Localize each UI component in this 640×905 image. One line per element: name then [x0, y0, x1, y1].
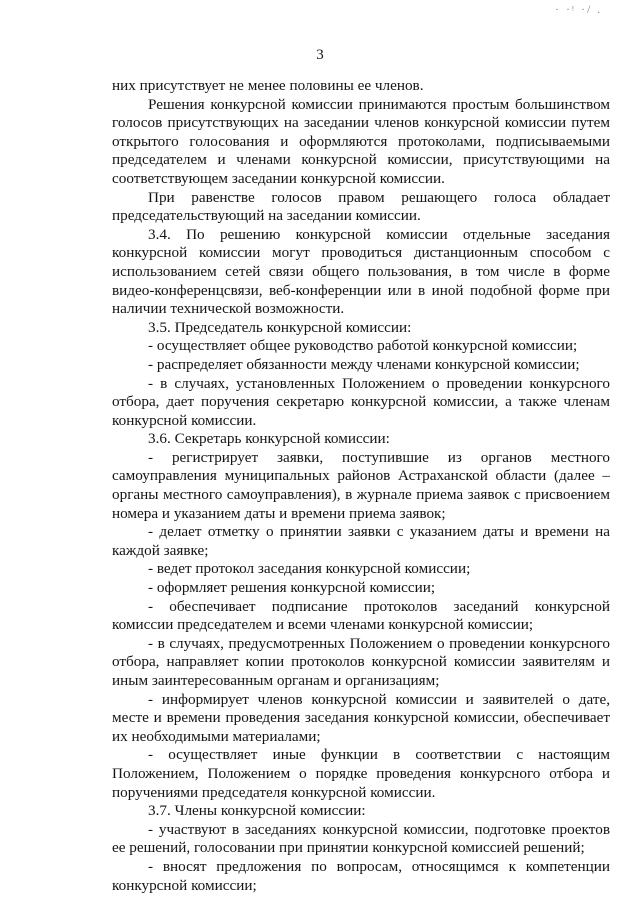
list-item-members-1: - участвуют в заседаниях конкурсной комиссии, подготовке проектов ее решений, голосовании при принятии конкурсной комиссией решений; — [112, 820, 610, 857]
list-item-chairman-3: - в случаях, установленных Положением о проведении конкурсного отбора, дает поручения секретарю конкурсной комиссии, а также членам конкурсной комиссии. — [112, 374, 610, 429]
heading-3-6-secretary: 3.6. Секретарь конкурсной комиссии: — [148, 430, 390, 448]
list-item-chairman-2: - распределяет обязанности между членами конкурсной комиссии; — [148, 355, 580, 373]
list-item-chairman-1: - осуществляет общее руководство работой конкурсной комиссии; — [148, 337, 578, 355]
list-item-secretary-7: - информирует членов конкурсной комиссии и заявителей о дате, месте и времени проведения заседания конкурсной комиссии, обеспечивает их необходимыми материалами; — [112, 690, 610, 745]
list-item-secretary-8: - осуществляет иные функции в соответствии с настоящим Положением, Положением о порядке проведения конкурсного отбора и поручениями председателя конкурсной комиссии. — [112, 746, 610, 801]
list-item-secretary-6: - в случаях, предусмотренных Положением о проведении конкурсного отбора, направляет копии протоколов конкурсной комиссии заявителям и иным заинтересованным органам и организациям; — [112, 634, 610, 689]
paragraph-decisions: Решения конкурсной комиссии принимаются простым большинством голосов присутствующих на заседании членов конкурсной комиссии путем открытого голосования и оформляются протоколами, подписываемыми председателем и членами конкурсной комиссии, присутствующими на соответствующем заседании конкурсной комиссии. — [112, 95, 610, 187]
list-item-members-2: - вносят предложения по вопросам, относящимся к компетенции конкурсной комиссии; — [112, 857, 610, 894]
list-item-secretary-5: - обеспечивает подписание протоколов заседаний конкурсной комиссии председателем и всеми членами конкурсной комиссии; — [112, 597, 610, 634]
paragraph-3-4-remote-meetings: 3.4. По решению конкурсной комиссии отдельные заседания конкурсной комиссии могут проводиться дистанционным способом с использованием сетей связи общего пользования, в том числе в форме видео-конференцсвязи, веб-конференции или в иной подобной форме при наличии технической возможности. — [112, 225, 610, 318]
scan-artifact-mark: · ·ᵎ ·/ . — [555, 2, 603, 16]
heading-3-7-members: 3.7. Члены конкурсной комиссии: — [148, 802, 366, 820]
paragraph-tie-vote: При равенстве голосов правом решающего голоса обладает председательствующий на заседании комиссии. — [112, 188, 610, 225]
heading-3-5-chairman: 3.5. Председатель конкурсной комиссии: — [148, 318, 412, 336]
list-item-secretary-4: - оформляет решения конкурсной комиссии; — [148, 579, 436, 597]
list-item-secretary-2: - делает отметку о принятии заявки с указанием даты и времени на каждой заявке; — [112, 523, 610, 559]
paragraph-continuation: них присутствует не менее половины ее членов. — [112, 77, 424, 94]
page-number: 3 — [316, 47, 324, 63]
document-body — [112, 77, 610, 895]
list-item-secretary-1: - регистрирует заявки, поступившие из органов местного самоуправления муниципальных районов Астраханской области (далее – органы местного самоуправления), в журнале приема заявок с присвоением номера и указанием даты и времени приема заявок; — [112, 448, 610, 522]
list-item-secretary-3: - ведет протокол заседания конкурсной комиссии; — [148, 560, 471, 578]
